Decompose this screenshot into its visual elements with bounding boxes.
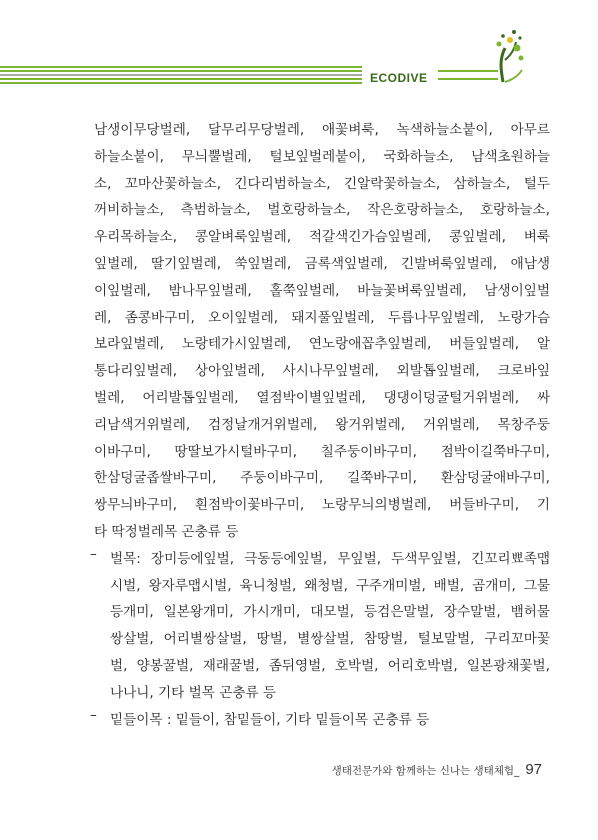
text-line: 밑들이목 : 밑들이, 참밑들이, 기타 밑들이목 곤충류 등 (110, 711, 430, 728)
text-line: 이잎벌레, 밤나무잎벌레, 홀쭉잎벌레, 바늘꽃벼룩잎벌레, 남생이잎벌 (94, 282, 550, 299)
text-line: 우리목하늘소, 콩알벼룩잎벌레, 적갈색긴가슴잎벌레, 콩잎벌레, 벼룩 (94, 229, 550, 246)
text-line: 한삼덩굴좁쌀바구미, 주둥이바구미, 길쭉바구미, 환삼덩굴애바구미, (94, 470, 550, 487)
page-number: 97 (525, 761, 542, 778)
text-line: 타 딱정벌레목 곤충류 등 (94, 523, 239, 540)
text-line: 하늘소붙이, 무늬뿔벌레, 털보잎벌레붙이, 국화하늘소, 남색초원하늘 (94, 148, 550, 165)
text-line: 소, 꼬마산꽃하늘소, 긴다리범하늘소, 긴알락꽃하늘소, 삼하늘소, 털두 (94, 175, 550, 192)
main-content (90, 117, 550, 733)
hymenoptera-paragraph (94, 546, 550, 707)
mecoptera-item (90, 706, 550, 734)
dash-bullet: – (90, 545, 97, 562)
text-line: 쌍살벌, 어리별쌍살벌, 땅벌, 별쌍살벌, 참땅벌, 털보말벌, 구리꼬마꽃 (110, 631, 550, 648)
text-line: 잎벌레, 딸기잎벌레, 쑥잎벌레, 금록색잎벌레, 긴발벼룩잎벌레, 애남생 (94, 255, 550, 272)
text-line: 시벌, 왕자루맵시벌, 육니청벌, 왜청벌, 구주개미벌, 배벌, 곰개미, 그물 (110, 577, 550, 594)
text-line: 나나니, 기타 벌목 곤충류 등 (110, 684, 277, 701)
text-line: 남생이무당벌레, 달무리무당벌레, 애꽃벼룩, 녹색하늘소붙이, 아무르 (94, 122, 550, 138)
text-line: 벌목: 장미등에잎벌, 극동등에잎벌, 무잎벌, 두색무잎벌, 긴꼬리뾰족맵 (110, 550, 550, 567)
text-line: 등개미, 일본왕개미, 가시개미, 대모벌, 등검은말벌, 장수말벌, 뱀허물 (110, 604, 550, 621)
text-line: 꺼비하늘소, 측범하늘소, 벌호랑하늘소, 작은호랑하늘소, 호랑하늘소, (94, 202, 550, 219)
page-header (0, 0, 598, 100)
text-line: 보라잎벌레, 노랑테가시잎벌레, 연노랑애꼽추잎벌레, 버들잎벌레, 알 (94, 336, 550, 353)
ecodive-header-graphic (0, 0, 598, 100)
running-title: 생태전문가와 함께하는 신나는 생태체험_ (331, 765, 520, 777)
dash-bullet: – (90, 706, 97, 723)
text-line: 벌, 양봉꿀벌, 재래꿀벌, 좀뒤영벌, 호박벌, 어리호박벌, 일본광채꽃벌, (110, 657, 550, 674)
text-line: 리남색거위벌레, 검정날개거위벌레, 왕거위벌레, 거위벌레, 목창주둥 (94, 416, 550, 433)
hymenoptera-item (90, 545, 550, 707)
text-line: 벌레, 어리발톱잎벌레, 열점박이별잎벌레, 댕댕이덩굴털거위벌레, 싸 (94, 389, 550, 406)
tree-icon (497, 30, 524, 82)
page-footer (332, 761, 542, 778)
text-line: 쌍무늬바구미, 흰점박이꽃바구미, 노랑무늬의병벌레, 버들바구미, 기 (94, 497, 550, 514)
text-line: 통다리잎벌레, 상아잎벌레, 사시나무잎벌레, 외발톱잎벌레, 크로바잎 (94, 363, 550, 380)
text-line: 이바구미, 땅딸보가시털바구미, 칠주둥이바구미, 점박이길쭉바구미, (94, 443, 550, 460)
mecoptera-paragraph (94, 707, 550, 734)
logo-text: ECODIVE (370, 71, 428, 85)
beetle-species-paragraph (94, 117, 550, 546)
text-line: 레, 좀콩바구미, 오이잎벌레, 돼지풀잎벌레, 두릅나무잎벌레, 노랑가슴 (94, 309, 550, 326)
